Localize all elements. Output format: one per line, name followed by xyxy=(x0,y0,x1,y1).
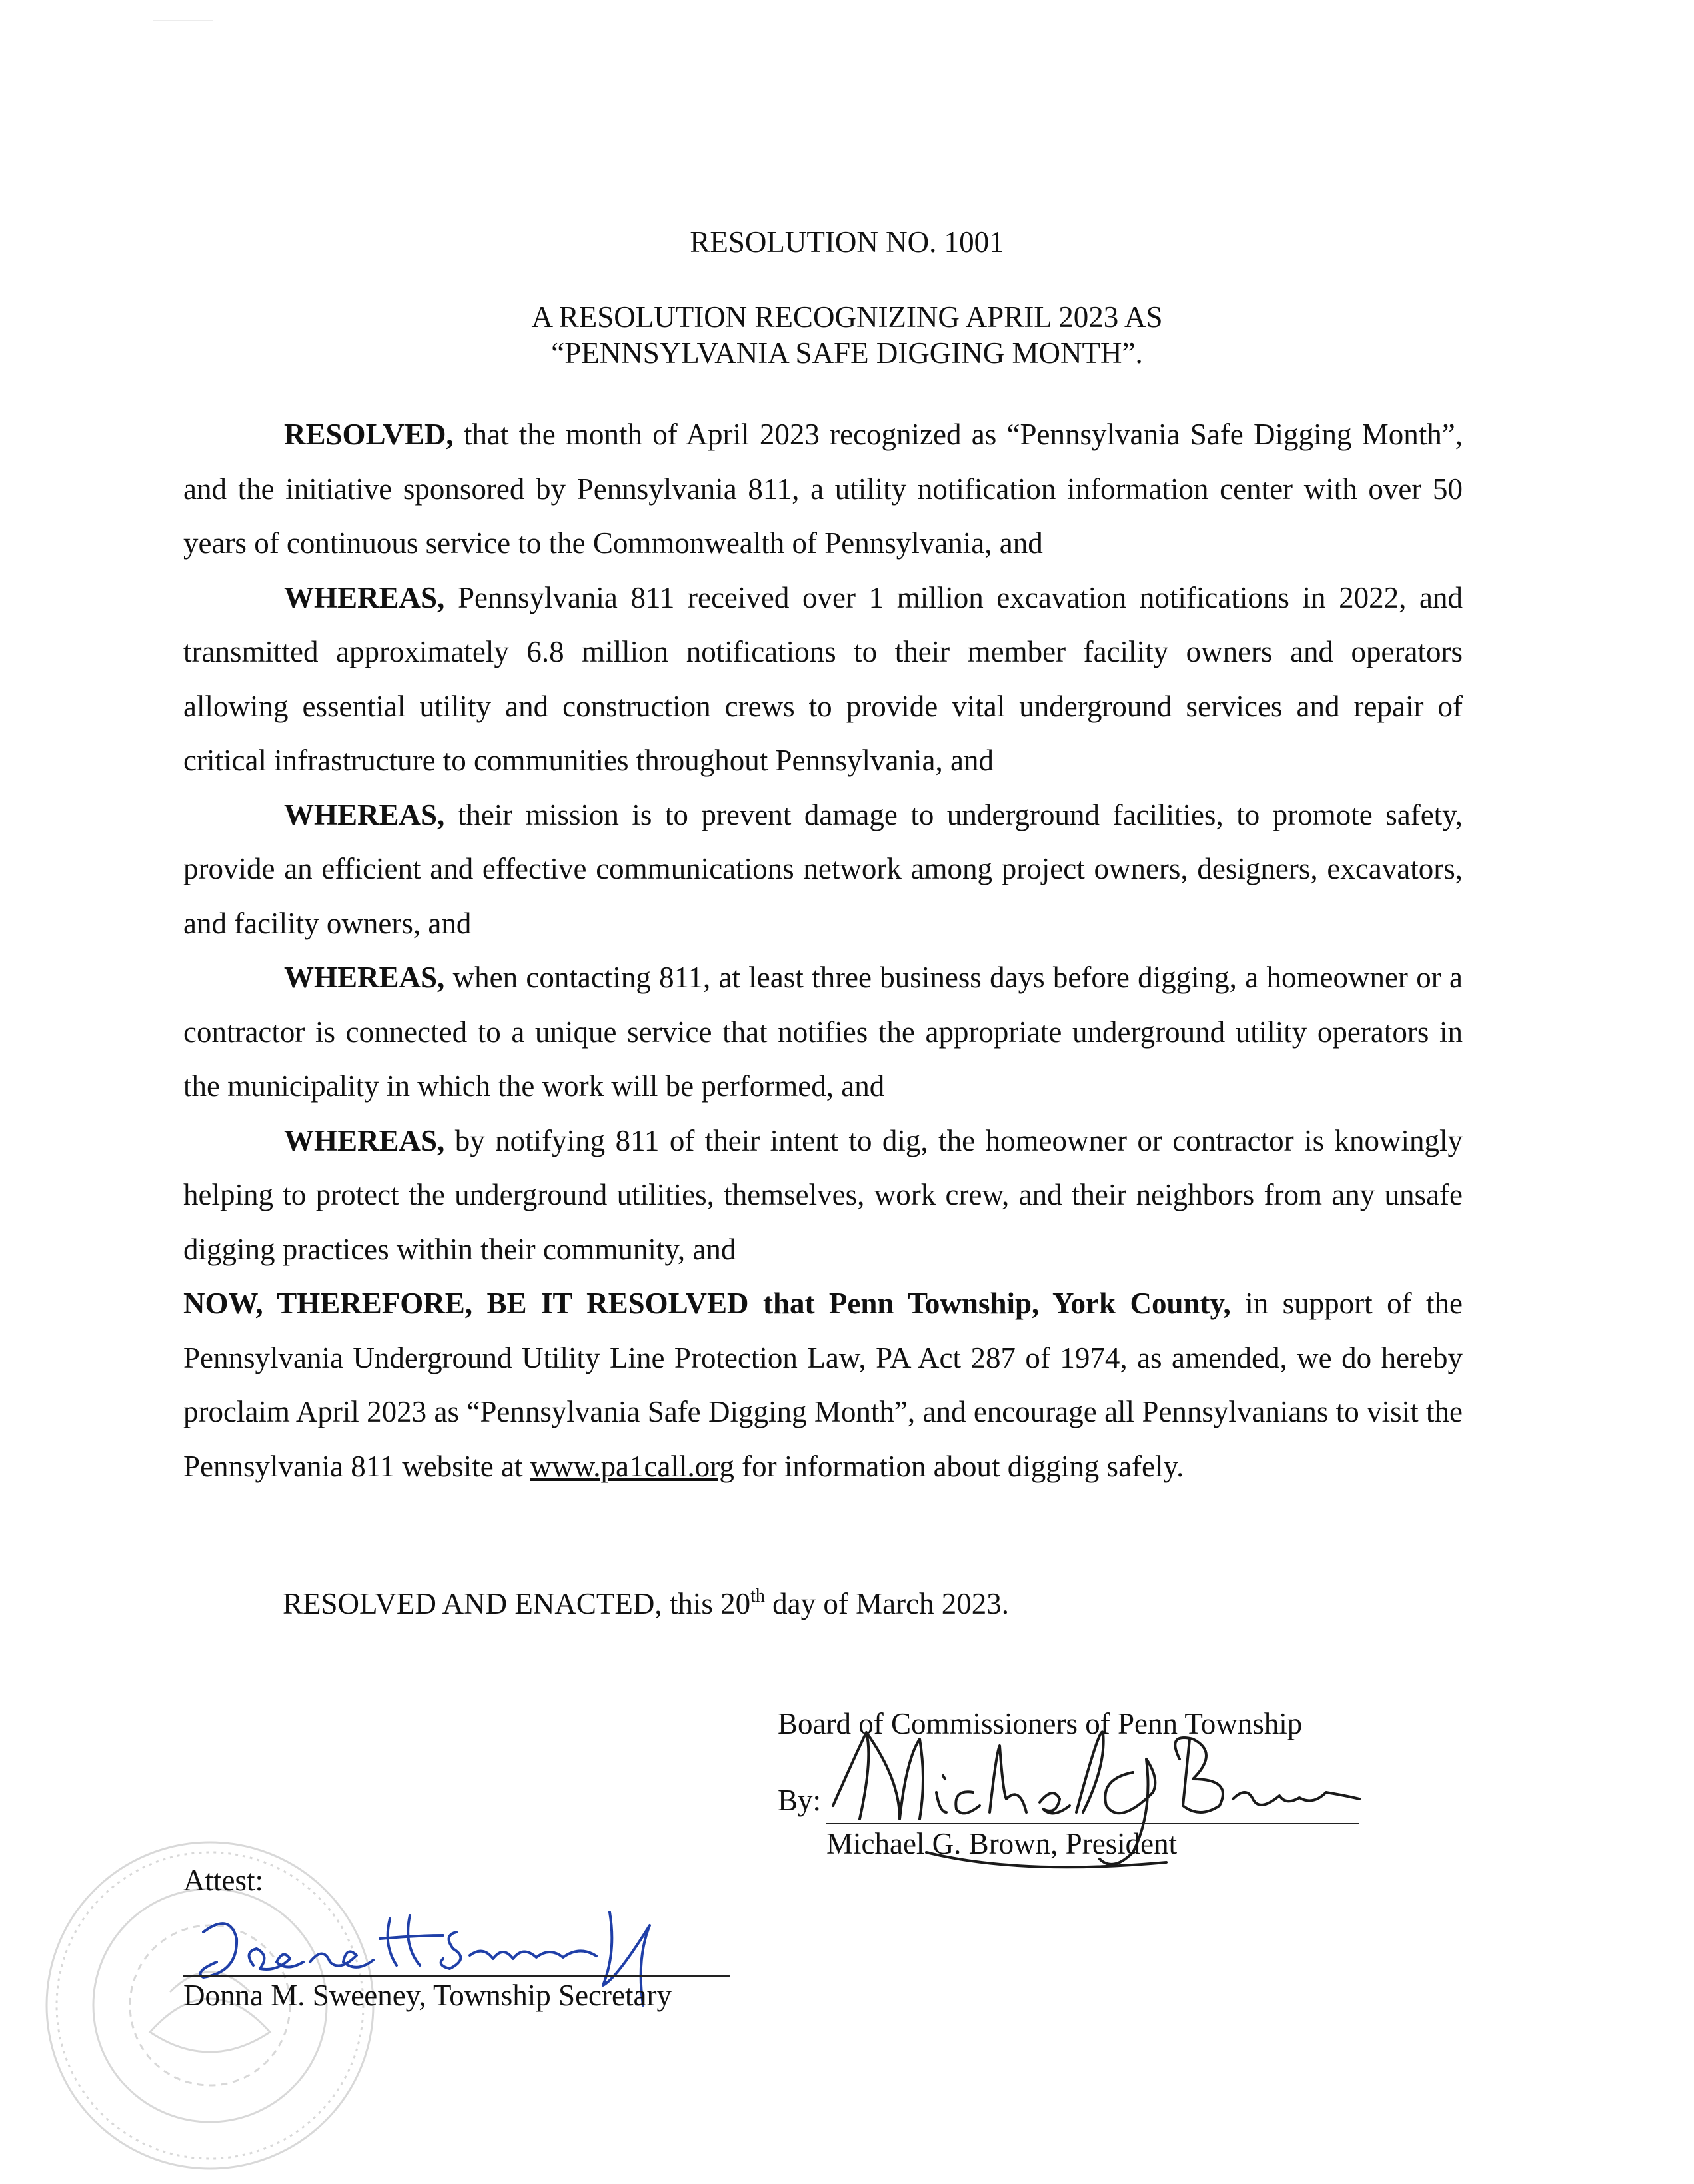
paragraph-whereas-2 xyxy=(183,788,1463,951)
secretary-signature-line xyxy=(183,1975,730,1977)
paragraph-lead: WHEREAS, xyxy=(284,798,445,831)
paragraph-text: Pennsylvania 811 received over 1 million excavation notifications in 2022, and transmitted approximately 6.8 million notifications to their member facility owners and operators allowing essential utility and construction crews to provide vital underground services and repair of critical infrastructure to communities throughout Pennsylvania, and xyxy=(183,580,1463,777)
paragraph-resolved xyxy=(183,408,1463,571)
scan-artifact xyxy=(153,20,213,21)
paragraph-lead: NOW, THEREFORE, BE IT RESOLVED that Penn Township, York County, xyxy=(183,1287,1231,1320)
paragraph-whereas-3 xyxy=(183,951,1463,1114)
attest-label: Attest: xyxy=(183,1864,263,1897)
resolution-body xyxy=(183,408,1463,1494)
president-name: Michael G. Brown, President xyxy=(826,1827,1178,1860)
paragraph-text: in support of the Pennsylvania Underground Utility Line Protection Law, PA Act 287 of 1974, as amended, we do hereby proclaim April 2023 as “Pennsylvania Safe Digging Month”, and encourage all Pennsylvanians to visit the Pennsylvania 811 website at xyxy=(183,1287,1463,1483)
secretary-name: Donna M. Sweeney, Township Secretary xyxy=(183,1979,672,2012)
paragraph-text: for information about digging safely. xyxy=(734,1449,1184,1483)
paragraph-text: their mission is to prevent damage to underground facilities, to promote safety, provide an efficient and effective communications network among project owners, designers, excavators, and facility owners, and xyxy=(183,798,1463,940)
website-link[interactable]: www.pa1call.org xyxy=(530,1449,734,1483)
title-line-1: A RESOLUTION RECOGNIZING APRIL 2023 AS xyxy=(531,300,1163,334)
paragraph-lead: WHEREAS, xyxy=(284,1123,445,1157)
resolution-title xyxy=(0,299,1694,371)
resolution-number: RESOLUTION NO. 1001 xyxy=(690,225,1004,259)
title-line-2: “PENNSYLVANIA SAFE DIGGING MONTH”. xyxy=(551,336,1143,370)
board-heading: Board of Commissioners of Penn Township xyxy=(778,1707,1303,1740)
paragraph-whereas-4 xyxy=(183,1114,1463,1277)
enacted-text: RESOLVED AND ENACTED, this 20 xyxy=(283,1587,751,1620)
paragraph-now-therefore xyxy=(183,1277,1463,1494)
paragraph-whereas-1 xyxy=(183,571,1463,788)
paragraph-text: that the month of April 2023 recognized as “Pennsylvania Safe Digging Month”, and the initiative sponsored by Pennsylvania 811, a utility notification information center with over 50 years of continuous service to the Commonwealth of Pennsylvania, and xyxy=(183,418,1463,560)
enacted-text-end: day of March 2023. xyxy=(764,1587,1010,1620)
ordinal-suffix: th xyxy=(750,1586,765,1606)
by-label: By: xyxy=(778,1784,822,1817)
enacted-date-line xyxy=(283,1586,1009,1622)
paragraph-lead: RESOLVED, xyxy=(284,418,454,451)
paragraph-lead: WHEREAS, xyxy=(284,961,445,994)
paragraph-text: when contacting 811, at least three business days before digging, a homeowner or a contractor is connected to a unique service that notifies the appropriate underground utility operators in the municipality in which the work will be performed, and xyxy=(183,961,1463,1103)
president-signature-line xyxy=(826,1823,1359,1824)
paragraph-text: by notifying 811 of their intent to dig, the homeowner or contractor is knowingly helping to protect the underground utilities, themselves, work crew, and their neighbors from any unsafe digging practices within their community, and xyxy=(183,1123,1463,1266)
paragraph-lead: WHEREAS, xyxy=(284,580,445,614)
